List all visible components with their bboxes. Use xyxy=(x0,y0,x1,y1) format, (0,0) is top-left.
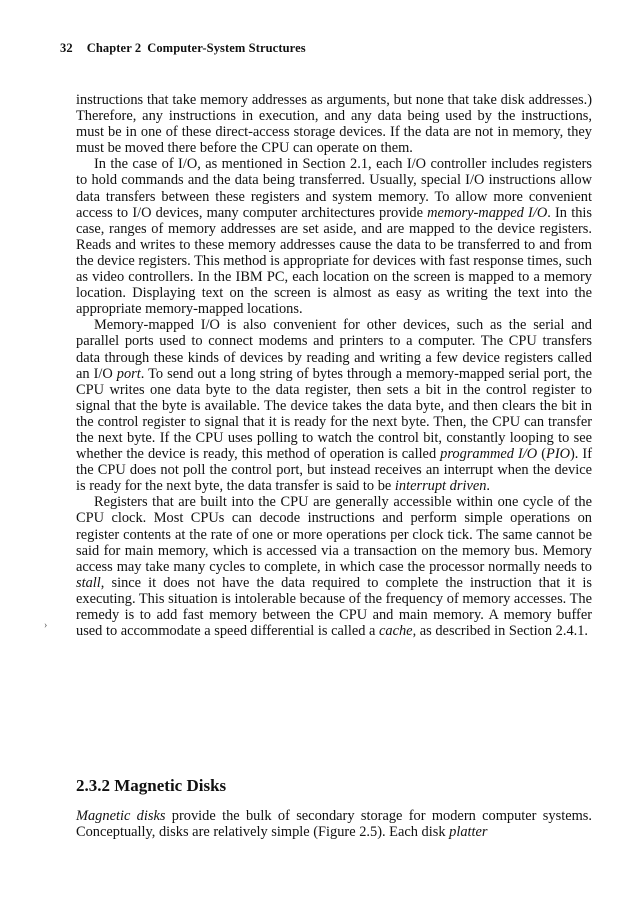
page-number: 32 xyxy=(60,41,73,55)
term-platter: platter xyxy=(449,824,488,841)
paragraph-5 xyxy=(76,808,592,840)
paragraph-3 xyxy=(76,317,592,494)
paragraph-2 xyxy=(76,156,592,317)
paragraph-4-text-a: Registers that are built into the CPU are generally accessible within one cycle of the CPU clock. Most CPUs can decode instructions and perform simple operations on register contents at the rate of one or more operations per clock tick. The same cannot be said for main memory, which is accessed via a transaction on the memory bus. Memory access may take many cycles to complete, in which case the processor normally needs to xyxy=(76,494,592,575)
term-stall: stall xyxy=(76,574,101,591)
chapter-label: Chapter 2 xyxy=(86,41,142,55)
paragraph-3-text-b: . To send out a long string of bytes through a memory-mapped serial port, the CPU writes one data byte to the data register, then sets a bit in the control register to signal that the byte is available. The device takes the data byte, and then clears the bit in the control register to signal that it is ready for the next byte. Then, the CPU can transfer the next byte. If the CPU uses polling to watch the control bit, constantly looping to see whether the device is ready, this method of operation is called xyxy=(76,365,593,463)
paragraph-2-text-a: In the case of I/O, as mentioned in Section 2.1, each I/O controller includes registers to hold commands and the data being transferred. Usually, special I/O instructions allow data transfers between these registers and system memory. To allow more convenient access to I/O devices, many computer architectures provide xyxy=(76,156,592,221)
term-interrupt-driven: interrupt driven xyxy=(394,478,487,495)
section-heading: 2.3.2 Magnetic Disks xyxy=(76,776,227,795)
term-port: port xyxy=(116,365,141,382)
paragraph-3-text-d: ). If the CPU does not poll the control port, but instead receives an interrupt when the device is ready for the next byte, the data transfer is said to be xyxy=(76,446,593,495)
chapter-title: Computer-System Structures xyxy=(147,41,306,55)
paragraph-5-text-a: provide the bulk of secondary storage for modern computer systems. Conceptually, disks are relatively simple (Figure 2.5). Each disk xyxy=(76,808,592,841)
paragraph-3-text-a: Memory-mapped I/O is also convenient for other devices, such as the serial and parallel ports used to connect modems and printers to a computer. The CPU transfers data through these kinds of devices by reading and writing a few device registers called an I/O xyxy=(76,317,592,382)
paragraph-4 xyxy=(76,494,592,639)
paragraph-2-text-b: . In this case, ranges of memory addresses are set aside, and are mapped to the device registers. Reads and writes to these memory addresses cause the data to be transferred to and from the device registers. This method is appropriate for devices with fast response times, such as video controllers. In the IBM PC, each location on the screen is mapped to a memory location. Displaying text on the screen is almost as easy as writing the text into the appropriate memory-mapped locations. xyxy=(76,204,592,318)
paragraph-4-text-b: , since it does not have the data required to complete the instruction that it is executing. This situation is intolerable because of the frequency of memory accesses. The remedy is to add fast memory between the CPU and main memory. A memory buffer used to accommodate a speed differential is called a xyxy=(76,574,592,640)
term-memory-mapped-io: memory-mapped I/O xyxy=(427,204,548,221)
term-magnetic-disks: Magnetic disks xyxy=(76,808,166,824)
paragraph-3-text-c: ( xyxy=(537,446,547,463)
term-pio: PIO xyxy=(546,446,571,463)
paragraph-4-text-c: , as described in Section 2.4.1. xyxy=(412,623,589,640)
paragraph-3-text-e: . xyxy=(486,478,491,495)
term-programmed-io: programmed I/O xyxy=(440,446,538,463)
body-text xyxy=(76,92,592,639)
running-header xyxy=(60,41,306,56)
paragraph-1 xyxy=(76,92,592,156)
term-cache: cache xyxy=(379,623,413,640)
margin-mark: › xyxy=(44,620,48,631)
paragraph-1-text: instructions that take memory addresses as arguments, but none that take disk addresses.) Therefore, any instructions in execution, and any data being used by the instructions, must be in one of these direct-access storage devices. If the data are not in memory, they must be moved there before the CPU can operate on them. xyxy=(76,92,592,157)
